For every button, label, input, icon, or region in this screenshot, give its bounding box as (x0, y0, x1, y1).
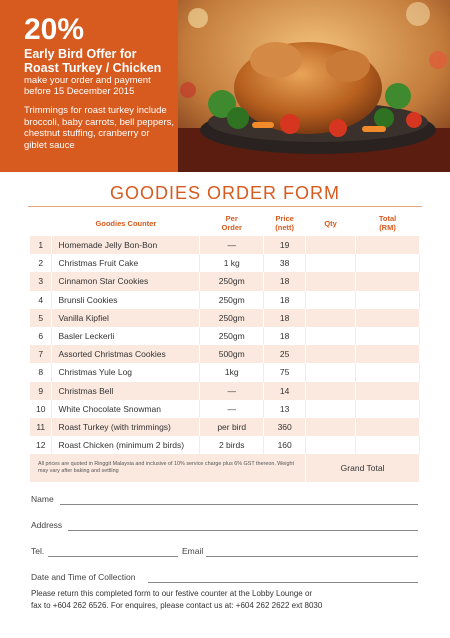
per-order: 1 kg (200, 254, 264, 272)
row-number: 3 (30, 272, 52, 290)
item-name: Basler Leckerli (52, 327, 200, 345)
price: 25 (264, 345, 306, 363)
promo-deadline-line2: before 15 December 2015 (24, 86, 135, 97)
total-cell[interactable] (356, 345, 420, 363)
total-cell[interactable] (356, 400, 420, 418)
price-note: All prices are quoted in Ringgit Malaysia and inclusive of 10% service charge plus 6% GST thereon. Weight may vary after baking and settling (30, 454, 306, 482)
total-cell[interactable] (356, 418, 420, 436)
form-title: GOODIES ORDER FORM (109, 183, 340, 203)
row-number: 11 (30, 418, 52, 436)
header-qty: Qty (324, 218, 337, 228)
promo-banner (0, 0, 450, 172)
row-number: 12 (30, 436, 52, 454)
header-per-order: Per Order (221, 214, 242, 232)
price: 75 (264, 363, 306, 381)
table-row (30, 291, 420, 309)
grand-total-label: Grand Total (306, 454, 420, 482)
table-row (30, 418, 420, 436)
row-number: 4 (30, 291, 52, 309)
table-row (30, 236, 420, 254)
email-label: Email (182, 546, 204, 556)
price: 18 (264, 272, 306, 290)
qty-cell[interactable] (306, 418, 356, 436)
item-name: Brunsli Cookies (52, 291, 200, 309)
table-footer-row (30, 454, 420, 482)
row-number: 1 (30, 236, 52, 254)
qty-cell[interactable] (306, 236, 356, 254)
row-number: 2 (30, 254, 52, 272)
qty-cell[interactable] (306, 345, 356, 363)
row-number: 9 (30, 382, 52, 400)
table-row (30, 436, 420, 454)
qty-cell[interactable] (306, 291, 356, 309)
per-order: per bird (200, 418, 264, 436)
qty-cell[interactable] (306, 272, 356, 290)
qty-cell[interactable] (306, 309, 356, 327)
total-cell[interactable] (356, 272, 420, 290)
price: 18 (264, 291, 306, 309)
item-name: White Chocolate Snowman (52, 400, 200, 418)
table-row (30, 363, 420, 381)
qty-cell[interactable] (306, 363, 356, 381)
tel-label: Tel. (31, 546, 45, 556)
total-cell[interactable] (356, 363, 420, 381)
table-row (30, 254, 420, 272)
price: 18 (264, 327, 306, 345)
qty-cell[interactable] (306, 400, 356, 418)
header-total: Total (RM) (378, 214, 397, 232)
row-number: 6 (30, 327, 52, 345)
table-header-row (30, 210, 420, 236)
total-cell[interactable] (356, 254, 420, 272)
per-order: — (200, 400, 264, 418)
promo-offer-line2: Roast Turkey / Chicken (24, 61, 162, 75)
total-cell[interactable] (356, 236, 420, 254)
per-order: 250gm (200, 309, 264, 327)
per-order: — (200, 236, 264, 254)
promo-percent: 20% (24, 13, 85, 46)
item-name: Assorted Christmas Cookies (52, 345, 200, 363)
total-cell[interactable] (356, 309, 420, 327)
row-number: 7 (30, 345, 52, 363)
row-number: 10 (30, 400, 52, 418)
table-row (30, 400, 420, 418)
per-order: 2 birds (200, 436, 264, 454)
per-order: 500gm (200, 345, 264, 363)
price: 13 (264, 400, 306, 418)
table-row (30, 272, 420, 290)
qty-cell[interactable] (306, 382, 356, 400)
price: 38 (264, 254, 306, 272)
total-cell[interactable] (356, 382, 420, 400)
address-label: Address (31, 520, 63, 530)
order-table (30, 210, 420, 482)
title-divider (28, 206, 422, 207)
item-name: Christmas Fruit Cake (52, 254, 200, 272)
item-name: Christmas Bell (52, 382, 200, 400)
qty-cell[interactable] (306, 254, 356, 272)
total-cell[interactable] (356, 291, 420, 309)
collection-label: Date and Time of Collection (31, 572, 136, 582)
total-cell[interactable] (356, 327, 420, 345)
qty-cell[interactable] (306, 327, 356, 345)
table-row (30, 382, 420, 400)
footer-line2: fax to +604 262 6526. For enquires, please contact us at: +604 262 2622 ext 8030 (31, 601, 323, 610)
roast-turkey-photo (178, 0, 450, 172)
per-order: 250gm (200, 291, 264, 309)
header-price: Price (nett) (275, 214, 295, 232)
price: 160 (264, 436, 306, 454)
item-name: Roast Turkey (with trimmings) (52, 418, 200, 436)
name-label: Name (31, 494, 54, 504)
header-goodies-counter: Goodies Counter (95, 218, 157, 228)
item-name: Homemade Jelly Bon-Bon (52, 236, 200, 254)
table-row (30, 327, 420, 345)
total-cell[interactable] (356, 436, 420, 454)
collection-field[interactable] (148, 573, 418, 583)
tel-field[interactable] (48, 547, 178, 557)
promo-deadline-line1: make your order and payment (24, 75, 151, 86)
item-name: Roast Chicken (minimum 2 birds) (52, 436, 200, 454)
per-order: 1kg (200, 363, 264, 381)
price: 18 (264, 309, 306, 327)
footer-note (31, 588, 431, 612)
item-name: Cinnamon Star Cookies (52, 272, 200, 290)
item-name: Vanilla Kipfiel (52, 309, 200, 327)
row-number: 8 (30, 363, 52, 381)
row-number: 5 (30, 309, 52, 327)
per-order: 250gm (200, 272, 264, 290)
per-order: — (200, 382, 264, 400)
table-row (30, 345, 420, 363)
promo-offer-line1: Early Bird Offer for (24, 47, 137, 61)
promo-panel (0, 0, 178, 172)
price: 14 (264, 382, 306, 400)
price: 360 (264, 418, 306, 436)
email-field[interactable] (206, 547, 418, 557)
table-row (30, 309, 420, 327)
promo-trimmings: Trimmings for roast turkey include broccoli, baby carrots, bell peppers, chestnut stuffing, cranberry or giblet sauce (24, 105, 174, 151)
price: 19 (264, 236, 306, 254)
qty-cell[interactable] (306, 436, 356, 454)
name-field[interactable] (60, 495, 418, 505)
footer-line1: Please return this completed form to our festive counter at the Lobby Lounge or (31, 589, 313, 598)
per-order: 250gm (200, 327, 264, 345)
item-name: Christmas Yule Log (52, 363, 200, 381)
address-field[interactable] (68, 521, 418, 531)
